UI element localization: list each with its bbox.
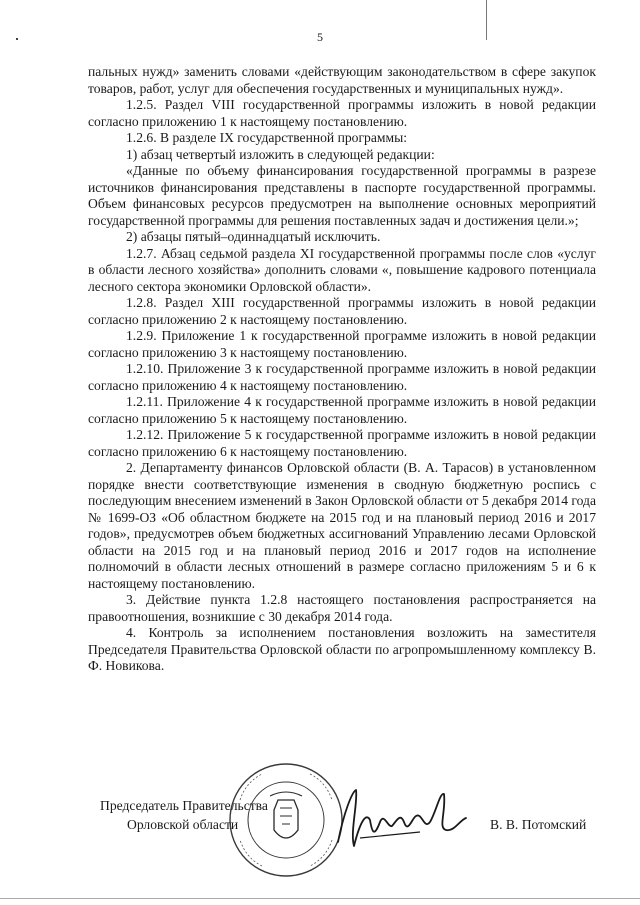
scan-bottom-edge	[0, 898, 640, 899]
signatory-title-line-1: Председатель Правительства	[100, 798, 268, 813]
paragraph: 1.2.8. Раздел XIII государственной программы изложить в новой редакции согласно приложению 2 к настоящему постановлению.	[88, 295, 596, 327]
page-number: 5	[317, 30, 323, 44]
signature-block	[0, 760, 640, 870]
paragraph: 2. Департаменту финансов Орловской области (В. А. Тарасов) в установленном порядке внести соответствующие изменения в сводную бюджетную роспись с последующим внесением изменений в Закон Орловской области от 5 декабря 2014 года № 1699-ОЗ «Об областном бюджете на 2015 год и на плановый период 2016 и 2017 годов», предусмотрев объем бюджетных ассигнований Управлению лесами Орловской области на 2015 год и на плановый период 2016 и 2017 годов на исполнение полномочий в области лесных отношений в размере согласно приложениям 5 и 6 к настоящему постановлению.	[88, 460, 596, 591]
paragraph: 1.2.9. Приложение 1 к государственной программе изложить в новой редакции согласно приложению 3 к настоящему постановлению.	[88, 328, 596, 360]
signatory-name: В. В. Потомский	[490, 817, 587, 832]
paragraph: 1.2.6. В разделе IX государственной программы:	[126, 130, 407, 145]
paragraph: 1.2.5. Раздел VIII государственной программы изложить в новой редакции согласно приложению 1 к настоящему постановлению.	[88, 97, 596, 129]
paragraph: 1.2.11. Приложение 4 к государственной программе изложить в новой редакции согласно приложению 5 к настоящему постановлению.	[88, 394, 596, 426]
official-seal-icon	[226, 760, 346, 880]
paragraph: 1.2.10. Приложение 3 к государственной программе изложить в новой редакции согласно приложению 4 к настоящему постановлению.	[88, 361, 596, 393]
paragraph: 3. Действие пункта 1.2.8 настоящего постановления распространяется на правоотношения, возникшие с 30 декабря 2014 года.	[88, 592, 596, 624]
handwritten-signature-icon	[330, 782, 470, 852]
paragraph: 1) абзац четвертый изложить в следующей редакции:	[126, 146, 435, 162]
paragraph: 2) абзацы пятый–одиннадцатый исключить.	[126, 229, 381, 244]
paragraph: 4. Контроль за исполнением постановления возложить на заместителя Председателя Правительства Орловской области по агропромышленному комплексу В. Ф. Новикова.	[88, 625, 596, 673]
paragraph: 1.2.7. Абзац седьмой раздела XI государственной программы после слов «услуг в области лесного хозяйства» дополнить словами «, повышение кадрового потенциала лесного сектора экономики Орловской области».	[88, 245, 596, 294]
signatory-title-line-2: Орловской области	[127, 817, 239, 832]
paragraph: 1.2.12. Приложение 5 к государственной программе изложить в новой редакции согласно приложению 6 к настоящему постановлению.	[88, 427, 596, 459]
paragraph: «Данные по объему финансирования государственной программы в разрезе источников финансирования представлены в паспорте государственной программы. Объем финансовых ресурсов предусмотрен на выполнение основных мероприятий государственной программы для решения поставленных задач и достижения цели.»;	[88, 163, 596, 228]
document-body	[88, 64, 596, 675]
paragraph: пальных нужд» заменить словами «действующим законодательством в сфере закупок товаров, работ, услуг для обеспечения государственных и муниципальных нужд».	[88, 64, 596, 96]
